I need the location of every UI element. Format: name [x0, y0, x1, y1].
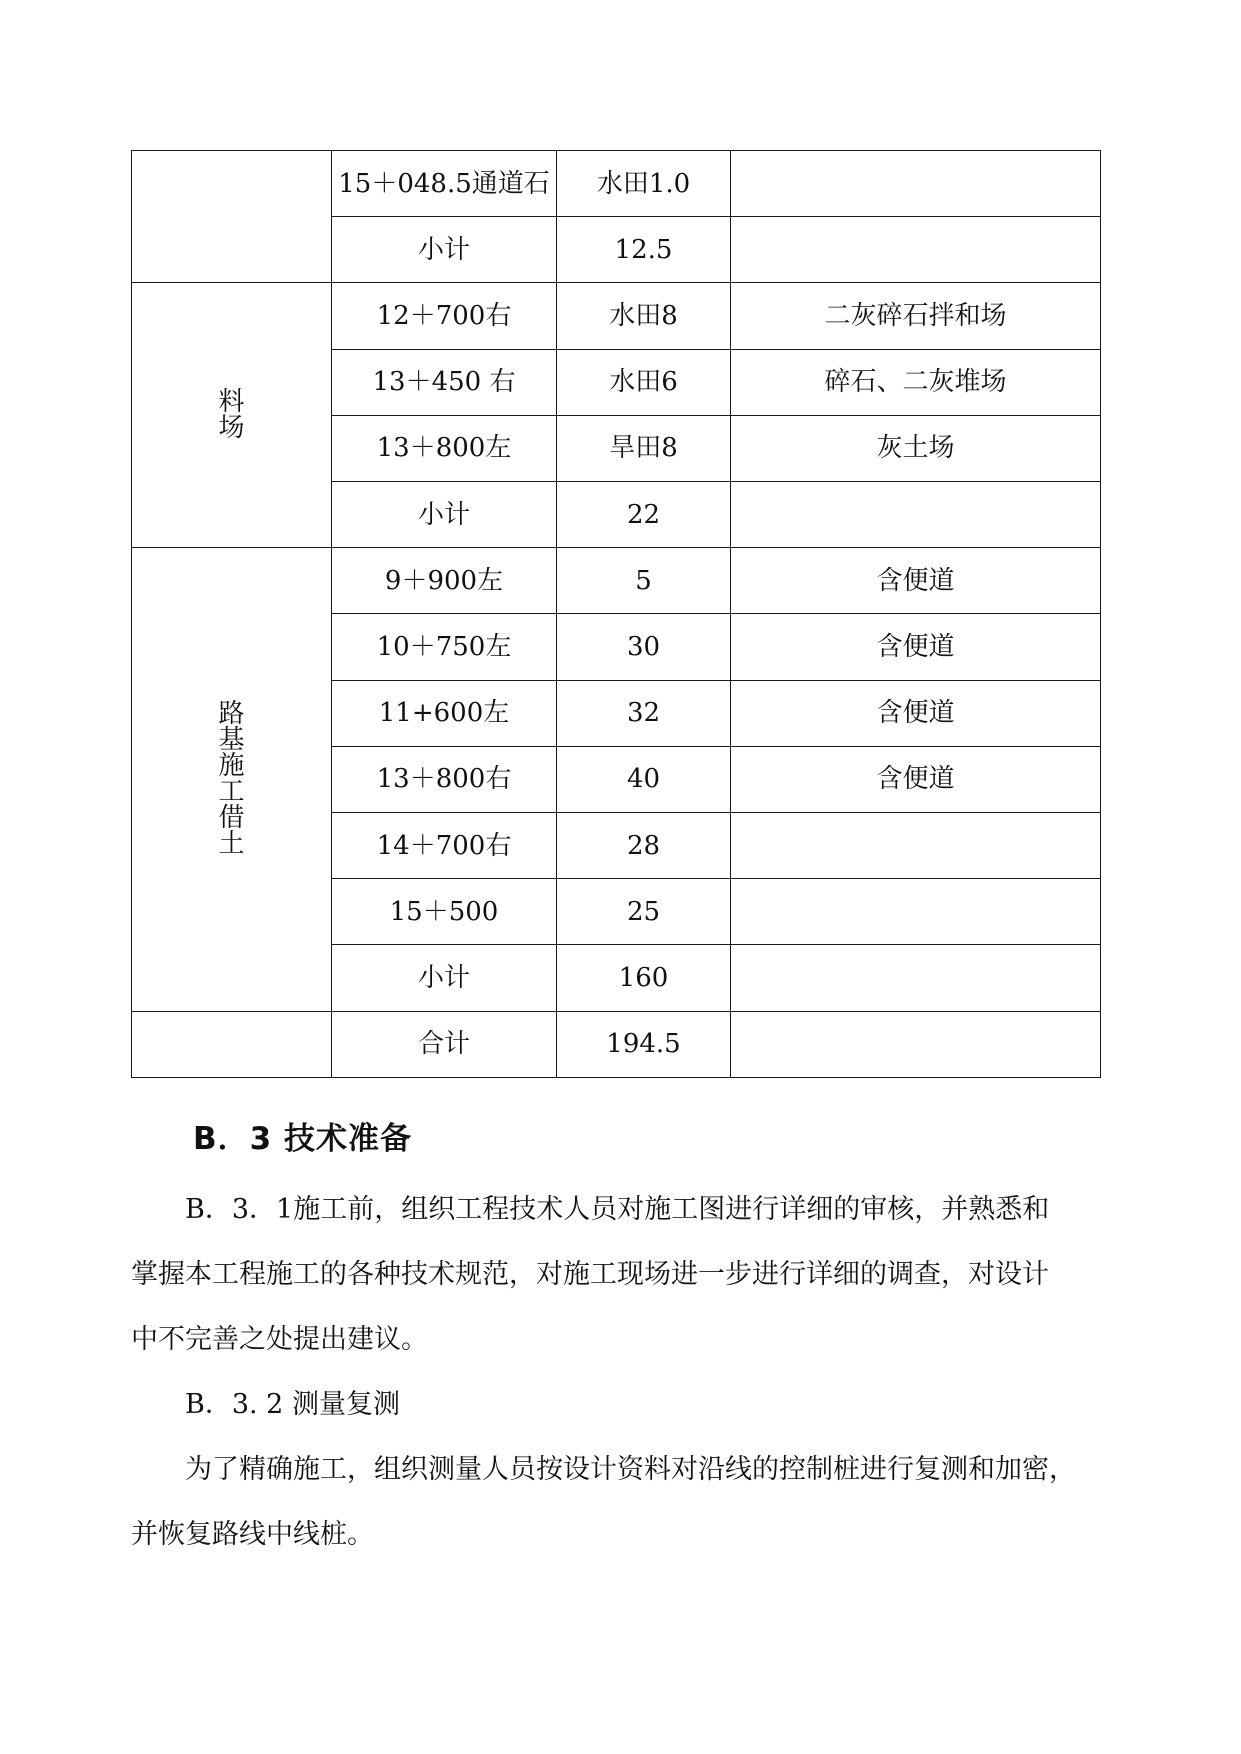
area-cell: 28	[557, 813, 731, 879]
category-char: 土	[218, 829, 245, 860]
category-char: 工	[218, 777, 245, 808]
land-use-table	[131, 150, 1101, 1078]
station-cell: 小计	[332, 217, 557, 283]
paragraph-line: 为了精确施工，组织测量人员按设计资料对沿线的控制桩进行复测和加密，	[185, 1454, 1076, 1485]
paragraph-line: B．3．1施工前，组织工程技术人员对施工图进行详细的审核，并熟悉和	[185, 1194, 1050, 1225]
paragraph-line: 掌握本工程施工的各种技术规范，对施工现场进一步进行详细的调查，对设计	[131, 1259, 1049, 1290]
table-row-total	[132, 1011, 1101, 1077]
section-heading: B．3 技术准备	[193, 1121, 412, 1157]
note-cell	[731, 879, 1101, 945]
area-cell: 30	[557, 614, 731, 680]
section-body	[131, 1177, 1111, 1567]
category-char: 路	[218, 699, 245, 730]
station-cell: 9＋900左	[332, 548, 557, 614]
category-char: 场	[218, 413, 245, 444]
note-cell: 含便道	[731, 746, 1101, 812]
station-cell: 合计	[332, 1011, 557, 1077]
category-cell-material-yard	[132, 283, 332, 548]
area-cell: 160	[557, 945, 731, 1011]
station-cell: 11+600左	[332, 680, 557, 746]
area-cell: 40	[557, 746, 731, 812]
station-cell: 10＋750左	[332, 614, 557, 680]
note-cell	[731, 813, 1101, 879]
note-cell: 含便道	[731, 680, 1101, 746]
table-row	[132, 283, 1101, 349]
station-cell: 小计	[332, 482, 557, 548]
area-cell: 旱田8	[557, 415, 731, 481]
table-row	[132, 548, 1101, 614]
station-cell: 14＋700右	[332, 813, 557, 879]
area-cell: 5	[557, 548, 731, 614]
station-cell: 15＋048.5通道石	[332, 151, 557, 217]
paragraph-line: 中不完善之处提出建议。	[131, 1324, 428, 1355]
sub-heading: B．3. 2 测量复测	[185, 1389, 400, 1420]
note-cell: 含便道	[731, 548, 1101, 614]
table-row	[132, 151, 1101, 217]
category-cell	[132, 1011, 332, 1077]
area-cell: 水田8	[557, 283, 731, 349]
area-cell: 194.5	[557, 1011, 731, 1077]
note-cell	[731, 217, 1101, 283]
note-cell: 灰土场	[731, 415, 1101, 481]
station-cell: 12＋700右	[332, 283, 557, 349]
category-char: 施	[218, 751, 245, 782]
note-cell	[731, 1011, 1101, 1077]
area-cell: 水田1.0	[557, 151, 731, 217]
category-cell	[132, 151, 332, 283]
category-char: 基	[218, 725, 245, 756]
note-cell	[731, 151, 1101, 217]
note-cell: 碎石、二灰堆场	[731, 349, 1101, 415]
note-cell: 二灰碎石拌和场	[731, 283, 1101, 349]
category-char: 料	[218, 387, 245, 418]
area-cell: 22	[557, 482, 731, 548]
note-cell: 含便道	[731, 614, 1101, 680]
note-cell	[731, 482, 1101, 548]
area-cell: 25	[557, 879, 731, 945]
area-cell: 12.5	[557, 217, 731, 283]
category-cell-subgrade-borrow	[132, 548, 332, 1011]
area-cell: 水田6	[557, 349, 731, 415]
station-cell: 13＋450 右	[332, 349, 557, 415]
note-cell	[731, 945, 1101, 1011]
area-cell: 32	[557, 680, 731, 746]
paragraph-line: 并恢复路线中线桩。	[131, 1519, 374, 1550]
station-cell: 13＋800左	[332, 415, 557, 481]
category-char: 借	[218, 803, 245, 834]
station-cell: 15＋500	[332, 879, 557, 945]
station-cell: 小计	[332, 945, 557, 1011]
station-cell: 13＋800右	[332, 746, 557, 812]
